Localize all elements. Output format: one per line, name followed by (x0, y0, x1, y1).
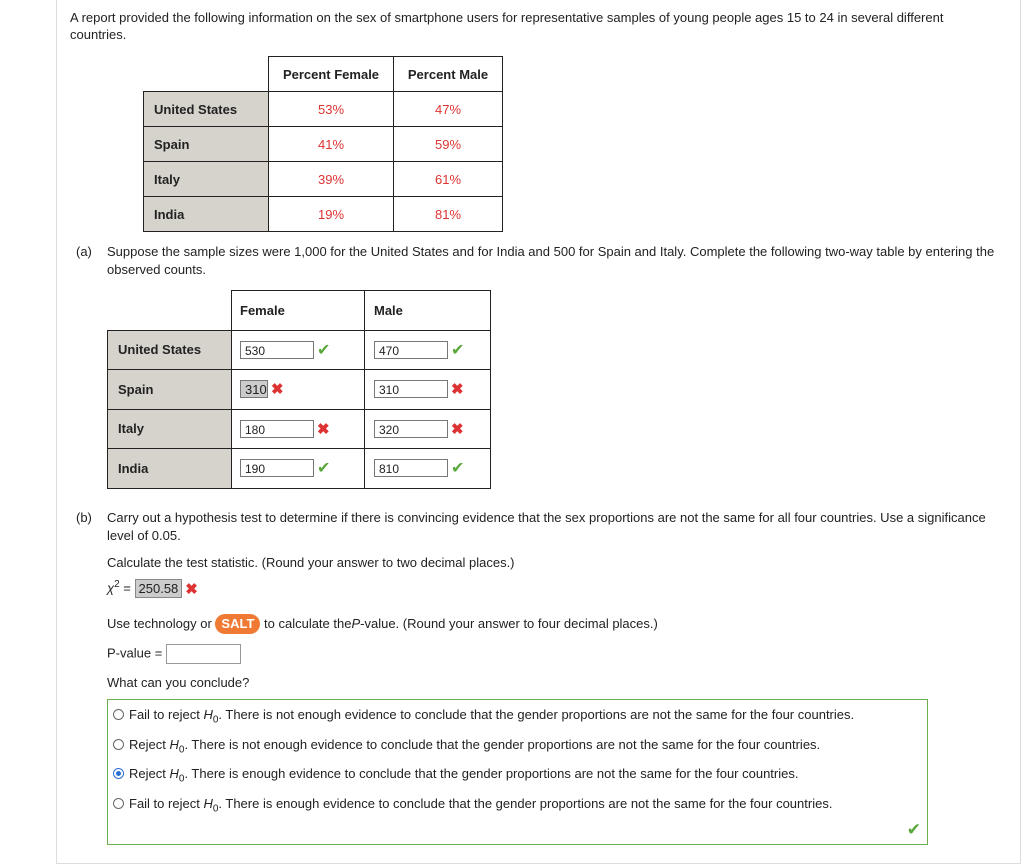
part-a-label: (a) (76, 244, 92, 259)
technology-line (107, 614, 658, 634)
chi-square-input[interactable]: 250.58 (135, 579, 183, 598)
percent-male-cell: 47% (394, 92, 503, 127)
tech-prefix: Use technology or (107, 616, 212, 631)
choice-h: H (169, 766, 179, 781)
checkmark-icon: ✔ (317, 460, 331, 478)
row-label: Italy (108, 409, 232, 449)
row-label: United States (108, 330, 232, 370)
female-count-input[interactable]: 530 (240, 341, 314, 359)
male-count-input[interactable]: 810 (374, 459, 448, 477)
choice-sub: 0 (212, 803, 219, 815)
pvalue-row (107, 644, 241, 664)
row-label: India (108, 449, 232, 489)
part-a-text: Suppose the sample sizes were 1,000 for the United States and for India and 500 for Spain and Italy. Complete the following two-way table by entering the observed counts. (107, 244, 995, 277)
percent-male-cell: 61% (394, 162, 503, 197)
choice-option[interactable] (113, 706, 854, 724)
choice-pre: Reject (129, 737, 166, 752)
choice-h: H (169, 737, 179, 752)
choice-post: . There is not enough evidence to conclude that the gender proportions are not the same for the four countries. (184, 737, 821, 752)
checkmark-icon: ✔ (317, 341, 331, 359)
part-b-text: Carry out a hypothesis test to determine if there is convincing evidence that the sex proportions are not the same for all four countries. Use a significance level of 0.05. (107, 510, 986, 543)
x-mark-icon: ✖ (185, 580, 198, 598)
choice-sub: 0 (178, 744, 185, 756)
observed-counts-table (107, 290, 491, 489)
choice-pre: Fail to reject (129, 707, 200, 722)
x-mark-icon: ✖ (451, 420, 464, 438)
row-label: Spain (108, 370, 232, 410)
female-count-input[interactable]: 310 (240, 380, 268, 398)
header-percent-male: Percent Male (394, 57, 503, 92)
tech-p: P (351, 616, 361, 631)
choice-pre: Fail to reject (129, 796, 200, 811)
percent-female-cell: 19% (269, 197, 394, 232)
checkmark-icon: ✔ (906, 820, 921, 839)
conclusion-choices (107, 699, 928, 845)
choice-h: H (203, 796, 213, 811)
conclude-prompt: What can you conclude? (107, 675, 250, 690)
x-mark-icon: ✖ (271, 381, 284, 399)
pvalue-label: P-value = (107, 645, 163, 661)
row-label: Italy (144, 162, 269, 197)
choice-post: . There is enough evidence to conclude that the gender proportions are not the same for the four countries. (218, 796, 833, 811)
part-a-question (76, 243, 1006, 279)
row-label: India (144, 197, 269, 232)
percent-female-cell: 41% (269, 127, 394, 162)
female-count-input[interactable]: 180 (240, 420, 314, 438)
male-count-input[interactable]: 310 (374, 380, 448, 398)
choice-sub: 0 (212, 714, 219, 726)
intro-text: A report provided the following information on the sex of smartphone users for representative samples of young people ages 15 to 24 in several different countries. (70, 10, 944, 42)
x-mark-icon: ✖ (317, 420, 330, 438)
salt-button[interactable]: SALT (215, 614, 260, 634)
radio-button[interactable] (113, 798, 124, 809)
choice-option[interactable] (113, 795, 832, 813)
choice-pre: Reject (129, 766, 166, 781)
radio-button[interactable] (113, 709, 124, 720)
male-count-input[interactable]: 470 (374, 341, 448, 359)
chi-square-row (107, 579, 198, 598)
x-mark-icon: ✖ (451, 381, 464, 399)
male-count-input[interactable]: 320 (374, 420, 448, 438)
empty-corner (108, 291, 232, 331)
row-label: United States (144, 92, 269, 127)
percent-male-cell: 81% (394, 197, 503, 232)
chi-sup: 2 (114, 579, 120, 590)
part-b-question (76, 509, 1006, 545)
choice-h: H (203, 707, 213, 722)
equals-sign: = (123, 580, 131, 596)
choice-option[interactable] (113, 765, 798, 783)
tech-suffix: to calculate the (264, 616, 352, 631)
choice-post: . There is not enough evidence to conclude that the gender proportions are not the same for the four countries. (218, 707, 855, 722)
checkmark-icon: ✔ (451, 460, 465, 478)
radio-button[interactable] (113, 739, 124, 750)
choice-option[interactable] (113, 736, 820, 754)
header-male: Male (365, 291, 491, 331)
pvalue-input[interactable] (166, 644, 241, 664)
choice-post: . There is enough evidence to conclude that the gender proportions are not the same for the four countries. (184, 766, 799, 781)
percent-female-cell: 53% (269, 92, 394, 127)
header-percent-female: Percent Female (269, 57, 394, 92)
choice-sub: 0 (178, 773, 185, 785)
row-label: Spain (144, 127, 269, 162)
radio-button-selected[interactable] (113, 768, 124, 779)
header-female: Female (232, 291, 365, 331)
part-b-label: (b) (76, 510, 92, 525)
percent-male-cell: 59% (394, 127, 503, 162)
chi-symbol: χ (107, 580, 115, 596)
empty-corner (144, 57, 269, 92)
percent-female-cell: 39% (269, 162, 394, 197)
calc-prompt: Calculate the test statistic. (Round your answer to two decimal places.) (107, 555, 515, 570)
tech-end: -value. (Round your answer to four decimal places.) (360, 616, 658, 631)
checkmark-icon: ✔ (451, 341, 465, 359)
female-count-input[interactable]: 190 (240, 459, 314, 477)
percent-table (143, 56, 503, 232)
